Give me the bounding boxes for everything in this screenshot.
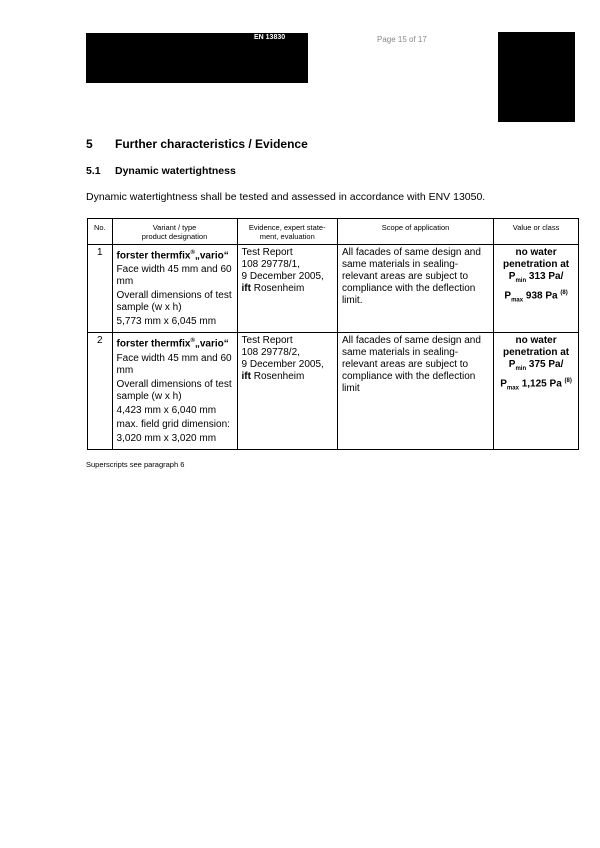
scope-cell: All facades of same design and same materials in sealing-relevant areas are subject to compliance with the deflection limit [337,333,493,449]
header-no: No. [88,219,113,245]
intro-paragraph: Dynamic watertightness shall be tested and assessed in accordance with ENV 13050. [86,191,486,203]
variant-line: 3,020 mm x 3,020 mm [116,432,217,444]
table-row [88,245,579,333]
section-heading [86,137,308,151]
variant-line: max. field grid dimension: [116,418,230,430]
page-number: Page 15 of 17 [377,35,427,44]
value-cell: no water penetration at $P_{min}$ 375 Pa/ $P_{max}$ 1,125 Pa $^{(8)}$ [494,333,579,449]
section-title: Further characteristics / Evidence [115,137,308,151]
row-number: 2 [88,333,113,449]
product-name: forster thermfix®„vario“ [116,338,229,350]
variant-line: 5,773 mm x 6,045 mm [116,316,217,328]
row-number: 1 [88,245,113,333]
table-row [88,333,579,449]
header-value: Value or class [494,219,579,245]
scope-cell: All facades of same design and same materials in sealing-relevant areas are subject to compliance with the deflection limit. [337,245,493,333]
evidence-table [87,218,579,450]
evidence-cell: Test Report 108 29778/2, 9 December 2005, ift Rosenheim [237,333,337,449]
variant-line: Face width 45 mm and 60 mm [116,352,232,376]
product-name: forster thermfix®„vario“ [116,250,229,262]
subsection-number: 5.1 [86,165,101,177]
variant-line: Overall dimensions of test sample (w x h) [116,290,232,314]
table-header-row [88,219,579,245]
evidence-cell: Test Report 108 29778/1, 9 December 2005, ift Rosenheim [237,245,337,333]
footnote: Superscripts see paragraph 6 [86,460,185,469]
subsection-heading [86,165,236,177]
header-variant: Variant / type product designation [112,219,237,245]
subsection-title: Dynamic watertightness [115,165,236,177]
value-cell: no water penetration at $P_{min}$ 313 Pa/ $P_{max}$ 938 Pa $^{(8)}$ [494,245,579,333]
header-evidence: Evidence, expert state- ment, evaluation [237,219,337,245]
redacted-stamp-block [498,32,575,122]
header-standard: EN 13830 [254,34,286,41]
variant-line: 4,423 mm x 6,040 mm [116,404,217,416]
variant-cell [112,333,237,449]
variant-cell [112,245,237,333]
section-number: 5 [86,137,93,151]
header-scope: Scope of application [337,219,493,245]
variant-line: Overall dimensions of test sample (w x h) [116,378,232,402]
variant-line: Face width 45 mm and 60 mm [116,264,232,288]
